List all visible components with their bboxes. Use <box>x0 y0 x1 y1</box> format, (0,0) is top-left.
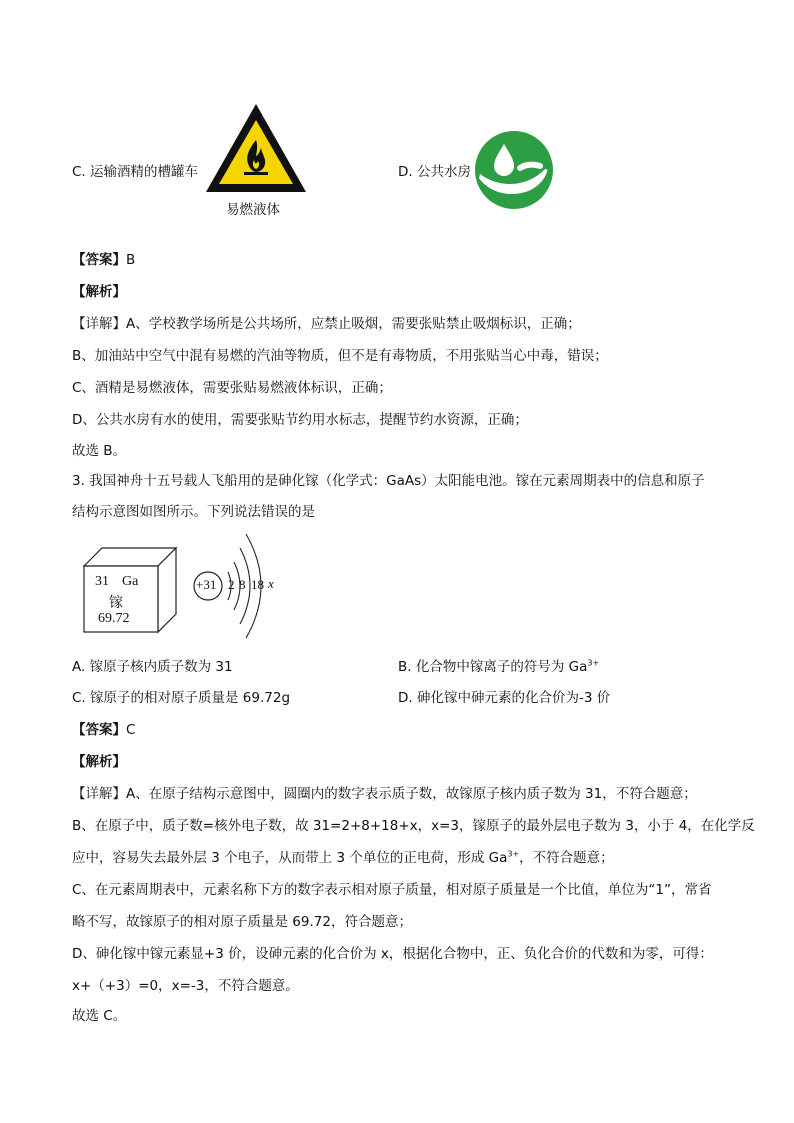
q3-detail-c1: C、在元素周期表中，元素名称下方的数字表示相对原子质量，相对原子质量是一个比值，单位为“1”，常省 <box>72 882 712 898</box>
detail-line: A、在原子结构示意图中，圆圈内的数字表示质子数，故镓原子核内质子数为 31，不符合题意； <box>126 786 697 802</box>
shell-2-electrons: 8 <box>239 577 246 592</box>
q3-answer-line <box>72 718 135 738</box>
detail-tag: 【详解】 <box>72 786 126 802</box>
q3-conclusion: 故选 C。 <box>72 1008 127 1024</box>
q3-detail-d1: D、砷化镓中镓元素显+3 价，设砷元素的化合价为 x，根据化合物中，正、负化合价的代数和为零，可得： <box>72 946 713 962</box>
q3-option-d: D. 砷化镓中砷元素的化合价为-3 价 <box>398 690 611 706</box>
detail-b2-text: 应中，容易失去最外层 3 个电子，从而带上 3 个单位的正电荷，形成 Ga <box>72 850 508 866</box>
q2-conclusion: 故选 B。 <box>72 443 127 459</box>
q3-option-b <box>398 655 599 675</box>
q2-detail-b: B、加油站中空气中混有易燃的汽油等物质，但不是有毒物质，不用张贴当心中毒，错误； <box>72 348 608 364</box>
option-b-charge: 3+ <box>587 658 600 668</box>
answer-value: C <box>126 722 136 738</box>
answer-value: B <box>126 252 136 268</box>
answer-tag: 【答案】 <box>72 722 126 738</box>
water-saving-sign-icon <box>474 130 554 210</box>
q3-detail-b2 <box>72 846 614 866</box>
q2-answer-line <box>72 248 135 268</box>
element-cell-cube <box>80 544 180 636</box>
element-atomic-number: 31 <box>95 574 109 589</box>
detail-b2-suffix: ，不符合题意； <box>519 850 614 866</box>
detail-tag: 【详解】 <box>72 316 126 332</box>
q3-detail-a <box>72 782 697 802</box>
q2-analysis-tag: 【解析】 <box>72 284 126 300</box>
q2-detail-d: D、公共水房有水的使用，需要张贴节约用水标志，提醒节约水资源，正确； <box>72 412 528 428</box>
atom-nucleus-charge: +31 <box>196 577 217 592</box>
shell-4-electrons: x <box>268 576 274 591</box>
option-d-label: D. 公共水房 <box>398 164 471 180</box>
element-symbol: Ga <box>122 574 139 589</box>
q3-analysis-tag: 【解析】 <box>72 754 126 770</box>
answer-tag: 【答案】 <box>72 252 126 268</box>
detail-line: A、学校教学场所是公共场所，应禁止吸烟，需要张贴禁止吸烟标识，正确； <box>126 316 581 332</box>
q3-option-c: C. 镓原子的相对原子质量是 69.72g <box>72 690 291 706</box>
option-c-label: C. 运输酒精的槽罐车 <box>72 164 199 180</box>
q3-stem-line1: 3. 我国神舟十五号载人飞船用的是砷化镓（化学式：GaAs）太阳能电池。镓在元素周期表中的信息和原子 <box>72 473 705 489</box>
q3-detail-d2: x+（+3）=0，x=-3，不符合题意。 <box>72 978 299 994</box>
q2-detail-a <box>72 312 581 332</box>
shell-1-electrons: 2 <box>228 577 235 592</box>
detail-b2-charge: 3+ <box>507 849 520 859</box>
flammable-liquid-sign-icon <box>204 102 308 194</box>
q2-detail-c: C、酒精是易燃液体，需要张贴易燃液体标识，正确； <box>72 380 392 396</box>
q3-detail-b1: B、在原子中，质子数=核外电子数，故 31=2+8+18+x，x=3，镓原子的最外层电子数为 3，小于 4，在化学反 <box>72 818 755 834</box>
element-atomic-mass: 69.72 <box>98 611 130 626</box>
flammable-sign-caption: 易燃液体 <box>226 202 280 218</box>
q3-detail-c2: 略不写，故镓原子的相对原子质量是 69.72，符合题意； <box>72 914 412 930</box>
element-name: 镓 <box>109 595 123 611</box>
option-b-text: B. 化合物中镓离子的符号为 Ga <box>398 659 588 675</box>
q3-stem-line2: 结构示意图如图所示。下列说法错误的是 <box>72 504 315 520</box>
shell-3-electrons: 18 <box>251 577 264 592</box>
q3-option-a: A. 镓原子核内质子数为 31 <box>72 659 233 675</box>
